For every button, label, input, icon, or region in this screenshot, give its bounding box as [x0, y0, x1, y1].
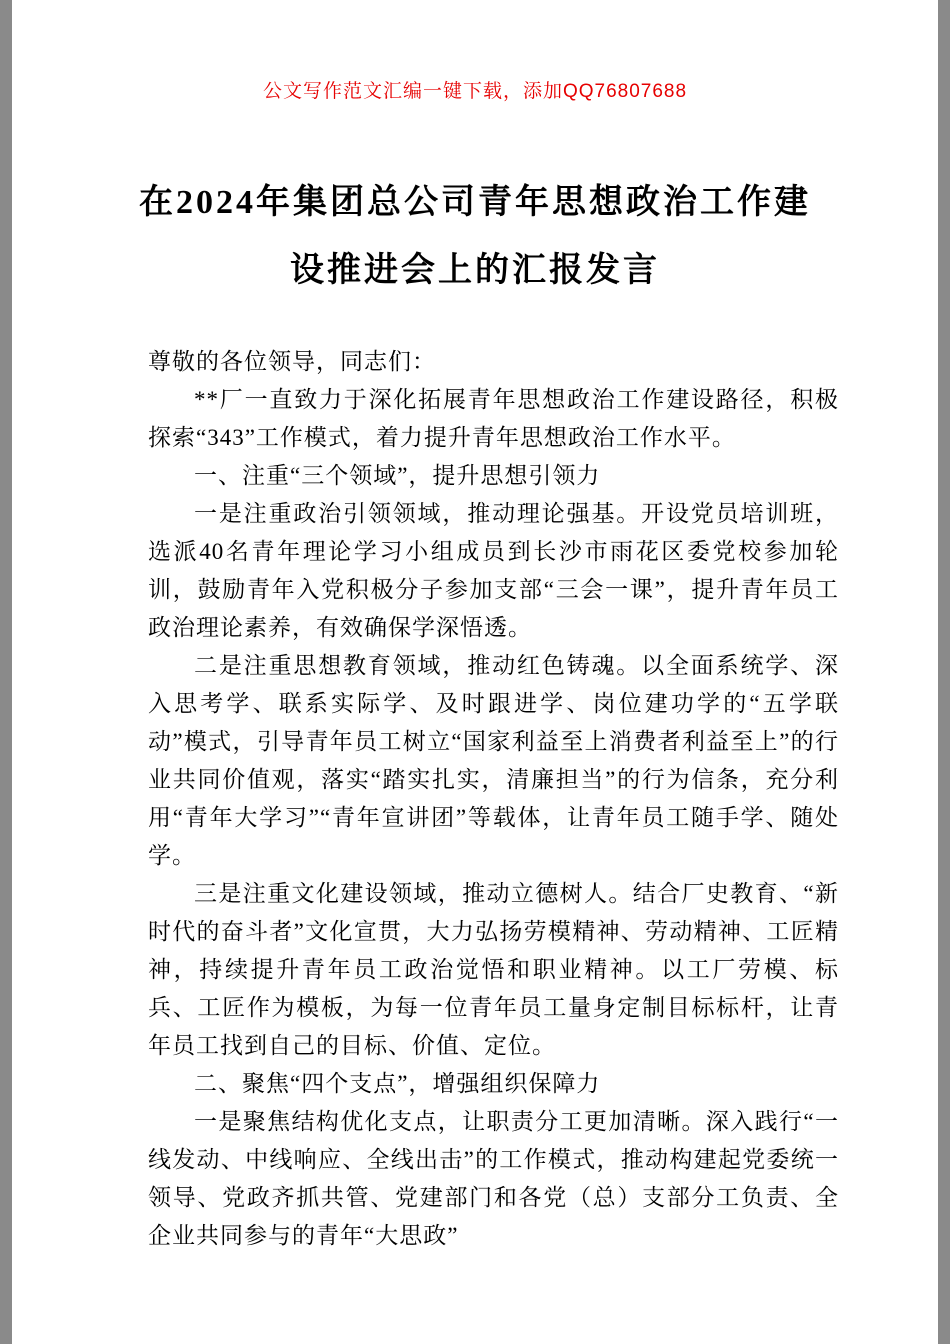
section-heading-1: 一、注重“三个领域”，提升思想引领力: [194, 463, 601, 488]
paragraph-section1-point3: 三是注重文化建设领域，推动立德树人。结合厂史教育、“新时代的奋斗者”文化宣贯，大力弘扬劳模精神、劳动精神、工匠精神，持续提升青年员工政治觉悟和职业精神。以工厂劳模、标兵、工匠作为模板，为每一位青年员工量身定制目标标杆，让青年员工找到自己的目标、价值、定位。: [148, 881, 839, 1058]
paragraph-greeting: 尊敬的各位领导，同志们：: [148, 349, 436, 374]
download-notice: 公文写作范文汇编一键下载，添加QQ76807688: [262, 81, 688, 102]
paragraph-intro: **厂一直致力于深化拓展青年思想政治工作建设路径，积极探索“343”工作模式，着力提升青年思想政治工作水平。: [148, 387, 839, 450]
paragraph-section1-point1: 一是注重政治引领领域，推动理论强基。开设党员培训班，选派40名青年理论学习小组成员到长沙市雨花区委党校参加轮训，鼓励青年入党积极分子参加支部“三会一课”，提升青年员工政治理论素养，有效确保学深悟透。: [148, 501, 839, 640]
viewer-left-edge: [0, 0, 12, 1344]
paragraph-section2-point1: 一是聚焦结构优化支点，让职责分工更加清晰。深入践行“一线发动、中线响应、全线出击”的工作模式，推动构建起党委统一领导、党政齐抓共管、党建部门和各党（总）支部分工负责、全企业共同参与的青年“大思政”: [148, 1109, 839, 1248]
document-title: 在2024年集团总公司青年思想政治工作建设推进会上的汇报发言: [139, 184, 811, 289]
paragraph-section1-point2: 二是注重思想教育领域，推动红色铸魂。以全面系统学、深入思考学、联系实际学、及时跟进学、岗位建功学的“五学联动”模式，引导青年员工树立“国家利益至上消费者利益至上”的行业共同价值观，落实“踏实扎实，清廉担当”的行为信条，充分利用“青年大学习”“青年宣讲团”等载体，让青年员工随手学、随处学。: [148, 653, 839, 868]
document-body: [148, 343, 839, 1255]
section-heading-2: 二、聚焦“四个支点”，增强组织保障力: [194, 1071, 601, 1096]
document-page: [12, 0, 938, 1344]
viewer-right-edge: [938, 0, 950, 1344]
